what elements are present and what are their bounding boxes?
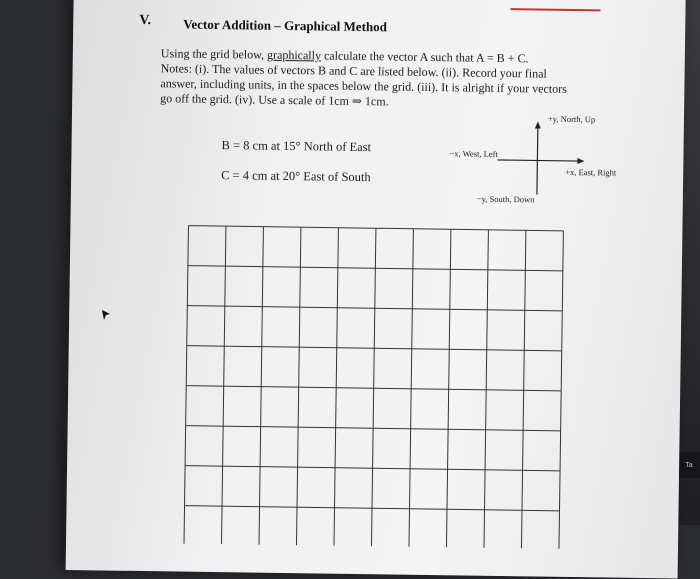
cursor-icon bbox=[101, 309, 111, 321]
instruction-line-2: Notes: (i). The values of vectors B and C are listed below. (ii). Record your final bbox=[160, 61, 547, 81]
axis-label-down: −y, South, Down bbox=[476, 193, 535, 205]
section-title: Vector Addition – Graphical Method bbox=[183, 16, 388, 35]
instruction-line-1: Using the grid below, graphically calculate the vector A such that A = B + C. bbox=[160, 46, 529, 66]
grid-lines bbox=[182, 224, 566, 549]
instruction-line-3: answer, including units, in the spaces below the grid. (iii). It is alright if your vectors bbox=[160, 76, 567, 96]
grid-vertical-line bbox=[559, 231, 563, 549]
axis-label-right: +x, East, Right bbox=[565, 166, 617, 178]
axes-icon bbox=[440, 115, 662, 238]
grid-vertical-line bbox=[521, 230, 525, 549]
vector-b-definition: B = 8 cm at 15° North of East bbox=[221, 138, 372, 155]
axis-label-up: +y, North, Up bbox=[547, 113, 596, 125]
worksheet-page bbox=[66, 0, 686, 578]
underlined-word: graphically bbox=[266, 47, 322, 63]
graph-grid[interactable] bbox=[182, 224, 567, 554]
vector-c-definition: C = 4 cm at 20° East of South bbox=[221, 168, 371, 185]
compass-axes bbox=[440, 115, 662, 238]
red-mark-line bbox=[510, 8, 600, 11]
instructions bbox=[160, 46, 601, 112]
side-tab[interactable]: Ta bbox=[678, 452, 700, 478]
axis-label-left: −x, West, Left bbox=[449, 148, 498, 159]
section-number: V. bbox=[139, 12, 152, 29]
instruction-line-4: go off the grid. (iv). Use a scale of 1cm ⇒ 1cm. bbox=[160, 91, 389, 109]
